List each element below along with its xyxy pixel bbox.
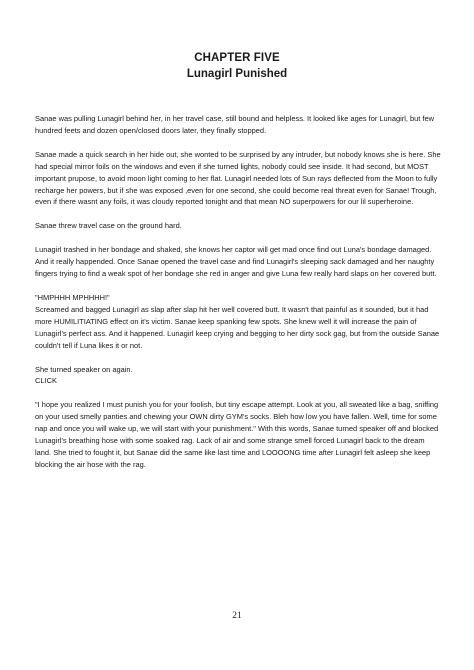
paragraph-3: Sanae threw travel case on the ground hard. [35,221,182,231]
page-number: 21 [232,611,242,621]
paragraph-5: "HMPHHH MPHHHH!" Screamed and bagged Lunagirl as slap after slap hit her well covered butt. It wasn't that painful as it sounded, but it had more HUMILITIATING effect on it's victim. Sanae keep spanking few spots. She knew well it will increase the pain of Lunagirl's perfect ass. And it happened. Lunagirl keep crying and begging to her dirty sock gag, but from the outside Sanae couldn't tell if Luna likes it or not. [35,292,440,350]
paragraph-1: Sanae was pulling Lunagirl behind her, in her travel case, still bound and helpless. It looked like ages for Lunagirl, but few hundred feets and dozen open/closed doors later, they finally stopped. [35,114,434,135]
paragraph-4: Lunagirl trashed in her bondage and shaked, she knows her captor will get mad once find out Luna's bondage damaged. And it really happended. Once Sanae opened the travel case and find Lunagirl's sleeping sack damaged and her naughty fingers trying to find a weak spot of her bondage she red in anger and give Luna few really hard slaps on her covered butt. [35,245,437,279]
paragraph-7: "I hope you realized I must punish you for your foolish, but tiny escape attempt. Look at you, all sweated like a bag, sniffing on your used smelly panties and chewing your OWN dirty GYM's socks. Bleh how low you have fallen. Well, time for some nap and once you will wake up, we will start with your punishment." With this words, Sanae turned speaker off and blocked Lunagirl's breathing hose with some soaked rag. Lack of air and some strange smell forced Lunagirl back to the dream land. She tried to fought it, but Sanae did the same like last time and LOOOONG time after Lunagirl felt asleep she keep blocking the air hose with the rag. [35,400,439,469]
chapter-body [35,113,441,483]
chapter-number: CHAPTER FIVE [194,52,280,64]
chapter-title: Lunagirl Punished [186,68,288,80]
paragraph-6: She turned speaker on again. CLICK [35,364,133,386]
paragraph-2: Sanae made a quick search in her hide out, she wonted to be surprised by any intruder, but nobody knows she is here. She had special mirror foils on the windows and even if she turned lights, nobody could see inside. It had second, but MOST important prupose, to avoid moon light coming to her flat. Lunagirl needed lots of Sun rays deflected from the Moon to fully recharge her powers, but if she was exposed ,even for one second, she could become real threat even for Sanae! Trough, even if there wasnt any foils, it was cloudy reported tonight and that mean NO superpowers for our lil superheroine. [35,149,441,207]
